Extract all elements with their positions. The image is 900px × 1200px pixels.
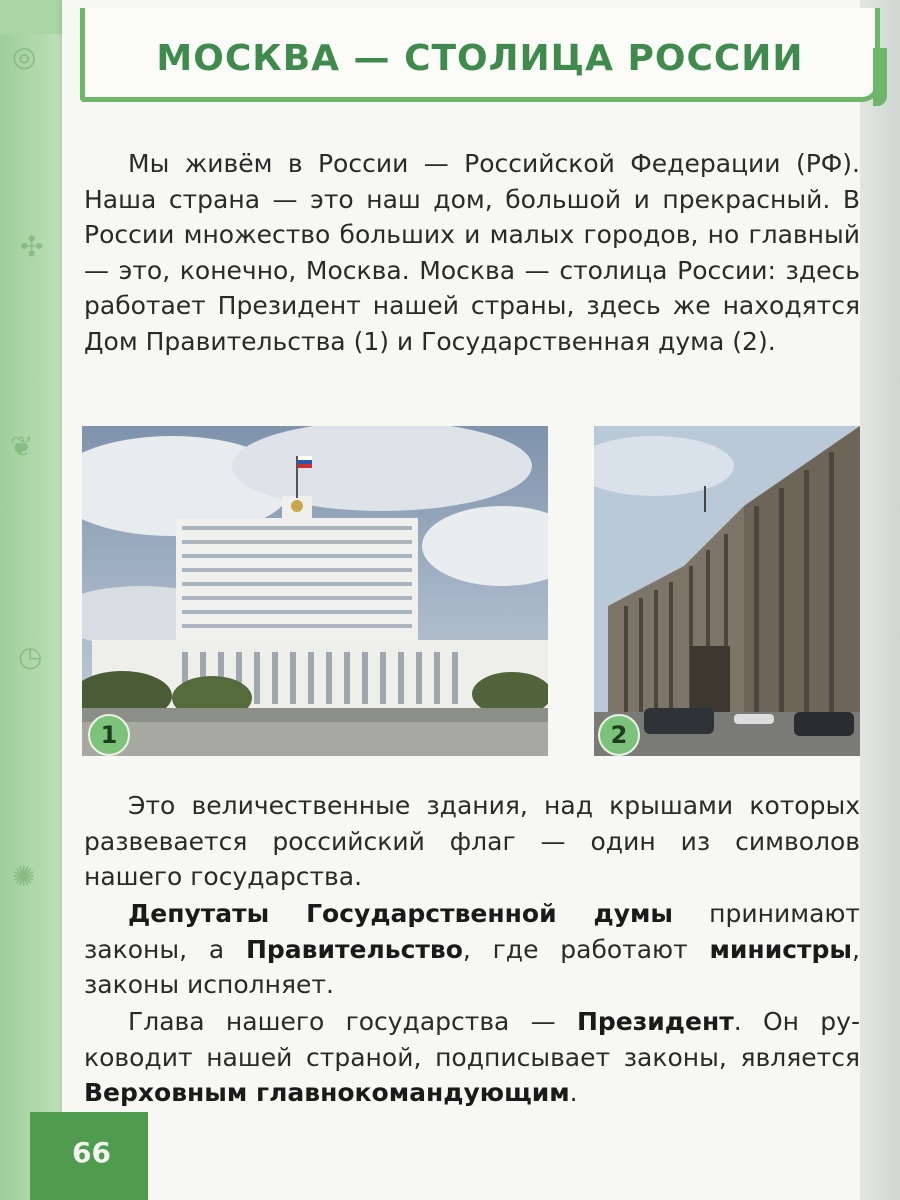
- page-number: 66: [72, 1136, 111, 1169]
- photo-government-house: [82, 426, 548, 756]
- text-run: принимают законы, а: [84, 899, 860, 964]
- text-run: Глава нашего государства —: [128, 1007, 577, 1036]
- paragraph-flag: [84, 788, 860, 895]
- photo-label-badge: 2: [598, 714, 640, 756]
- leaf-icon: ❦: [10, 430, 34, 463]
- bold-term: министры: [709, 934, 853, 964]
- photo-state-duma: [594, 426, 860, 756]
- text-run: . Он руководит нашей страной, подписывает законы, является: [84, 1007, 860, 1072]
- text-run: Мы живём в России — Российской Федерации (РФ). Наша страна — это наш дом, большой и прекрасный. В России множество больших и малых городов, но главный — это, конечно, Москва. Москва — столица России: здесь работает Президент нашей страны, здесь же находятся Дом Правительства (1) и Государственная дума (2).: [84, 149, 860, 356]
- clock-icon: ◷: [18, 640, 43, 673]
- bold-term: Правительство: [245, 934, 463, 964]
- government-house-icon: [82, 426, 548, 756]
- right-page-edge: [860, 0, 900, 1200]
- bold-term: Президент: [576, 1007, 734, 1036]
- paragraph-laws: [84, 896, 860, 1003]
- text-run: , законы исполняет.: [84, 934, 860, 999]
- paragraph-intro: [84, 146, 860, 359]
- paragraph-president: [84, 1004, 860, 1111]
- state-duma-building-icon: [594, 426, 860, 756]
- sun-icon: ✺: [12, 860, 36, 893]
- text-run: , где работают: [462, 934, 710, 964]
- text-run: .: [569, 1078, 578, 1107]
- globe-icon: ◎: [12, 40, 37, 73]
- photo-label-badge: 1: [88, 714, 130, 756]
- bold-term: Верховным главнокомандующим: [84, 1078, 570, 1107]
- compass-icon: ✣: [20, 230, 44, 263]
- page-title: МОСКВА — СТОЛИЦА РОССИИ: [156, 38, 804, 79]
- title-frame: [80, 8, 880, 102]
- bold-term: Депутаты Государственной думы: [128, 899, 674, 928]
- text-run: Это величественные здания, над крышами которых развевается российский флаг — один из символов нашего государства.: [84, 791, 860, 891]
